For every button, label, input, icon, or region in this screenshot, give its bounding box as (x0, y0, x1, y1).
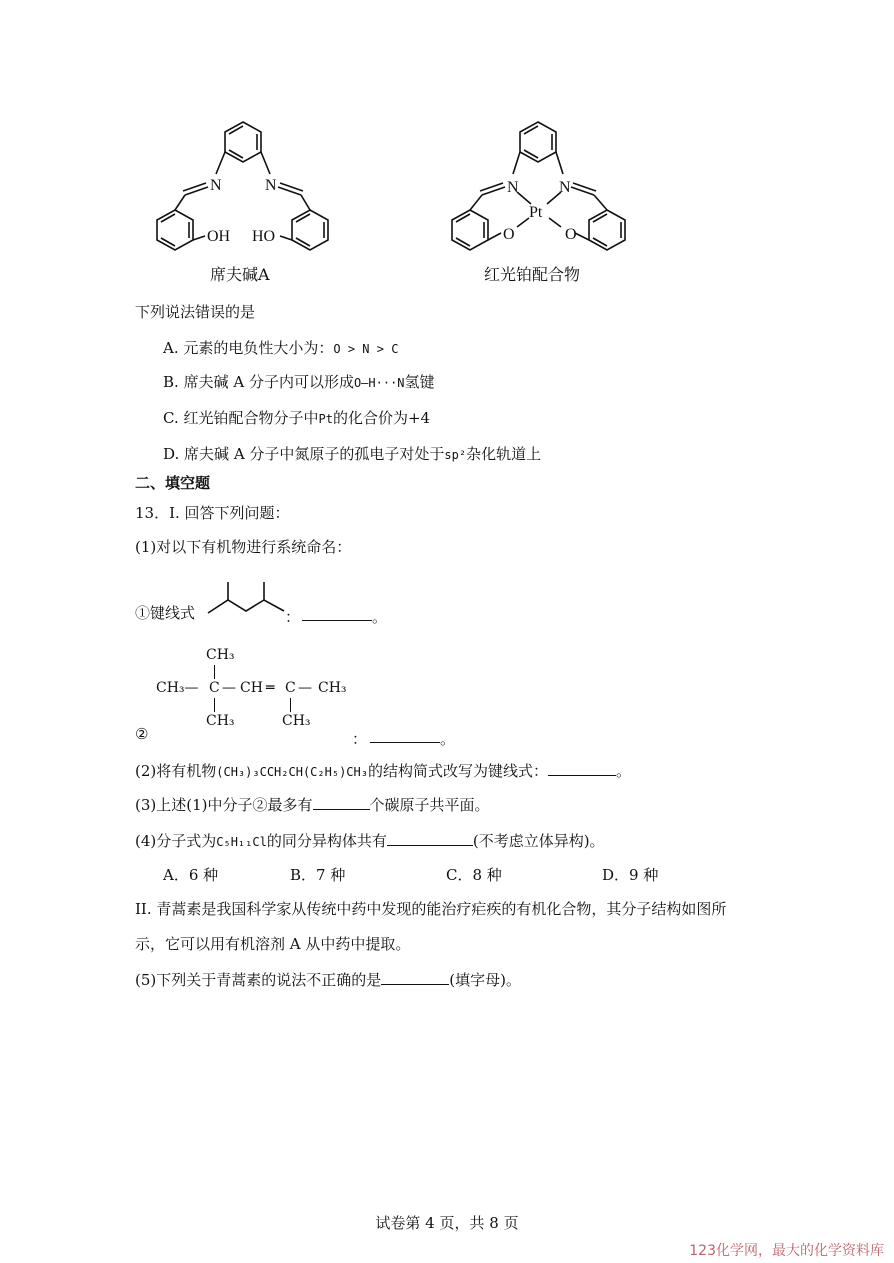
carbon-1: C (209, 680, 220, 696)
double-bond: ═ (266, 680, 275, 696)
option-b (163, 372, 435, 393)
hydroxyl-label-1: OH (207, 228, 231, 245)
watermark: 123化学网，最大的化学资料库 (689, 1243, 884, 1259)
hydroxyl-label-2: HO (252, 228, 276, 245)
part-4-text-c: (不考虑立体异构)。 (472, 832, 605, 850)
part-4-text-b: 的同分异构体共有 (266, 832, 387, 850)
option-formula: O > N > C (333, 342, 399, 356)
section-heading: 二、填空题 (135, 474, 211, 492)
part-5-text-b: (填字母)。 (449, 971, 521, 989)
option-tail: 氢键 (404, 373, 435, 391)
part-3 (135, 795, 490, 815)
methyl-top: CH₃ (206, 647, 235, 663)
part-2-text: (2)将有机物 (135, 762, 217, 780)
pt-complex-caption: 红光铂配合物 (484, 265, 581, 284)
option-text: 席夫碱 A 分子内可以形成 (183, 373, 354, 391)
methyl-left: CH₃— (156, 680, 199, 696)
part-5 (135, 970, 521, 990)
oxygen-label-1: O (503, 226, 515, 243)
part-2-paragraph-line-1: II. 青蒿素是我国科学家从传统中药中发现的能治疗疟疾的有机化合物，其分子结构如图所 (135, 900, 727, 918)
answer-blank-6[interactable] (381, 970, 449, 985)
nitrogen-label-2: N (265, 177, 277, 194)
part-2 (135, 761, 631, 782)
item-2-colon: ： (352, 730, 368, 748)
item-2-end: 。 (440, 730, 456, 748)
part-4-text: (4)分子式为 (135, 832, 217, 850)
part-4-option-a: A．6 种 (163, 866, 219, 884)
bond-vertical-bottom-1 (214, 698, 215, 712)
nitrogen-label-1: N (507, 179, 519, 196)
nitrogen-label-2: N (559, 179, 571, 196)
answer-blank-2[interactable] (370, 728, 440, 743)
part-3-text: (3)上述(1)中分子②最多有 (135, 796, 313, 814)
option-letter: A. (163, 339, 179, 357)
part-2-paragraph-line-2: 示，它可以用有机溶剂 A 从中药中提取。 (135, 935, 411, 953)
part-4-formula: C₅H₁₁Cl (216, 835, 267, 849)
option-formula: sp² (444, 448, 467, 462)
skeletal-formula-1 (206, 578, 291, 618)
bond-2: — (298, 680, 312, 696)
platinum-label: Pt (529, 204, 543, 221)
answer-blank-4[interactable] (313, 795, 370, 810)
option-letter: B. (163, 373, 179, 391)
condensed-formula-2 (156, 645, 356, 735)
part-3-text-b: 个碳原子共平面。 (369, 796, 490, 814)
bond-vertical-top (214, 665, 215, 679)
option-tail: 杂化轨道上 (466, 445, 542, 463)
bond-1: — (222, 680, 236, 696)
pt-complex-structure (425, 112, 655, 262)
answer-blank-1[interactable] (302, 606, 372, 621)
item-1-colon: ： (285, 608, 301, 626)
methine: CH (240, 680, 263, 696)
option-d (163, 444, 541, 465)
schiff-base-structure (130, 112, 360, 262)
option-a (163, 338, 398, 359)
item-2-label: ② (135, 725, 149, 743)
option-c (163, 408, 430, 429)
option-text: 席夫碱 A 分子中氮原子的孤电子对处于 (184, 445, 445, 463)
part-4 (135, 831, 605, 852)
oxygen-label-2: O (565, 226, 577, 243)
part-2-end: 。 (615, 762, 631, 780)
nitrogen-label-1: N (210, 177, 222, 194)
option-text: 元素的电负性大小为： (183, 339, 334, 357)
item-1-end: 。 (372, 608, 388, 626)
question-stem: 下列说法错误的是 (135, 303, 256, 321)
page-footer: 试卷第 4 页，共 8 页 (375, 1214, 519, 1232)
methyl-bottom-2: CH₃ (282, 713, 311, 729)
item-1-label: ①键线式 (135, 604, 196, 622)
answer-blank-3[interactable] (548, 761, 616, 776)
part-5-text: (5)下列关于青蒿素的说法不正确的是 (135, 971, 382, 989)
option-letter: D. (163, 445, 180, 463)
question-13-intro: 13．I. 回答下列问题： (135, 504, 290, 522)
part-1-prompt: (1)对以下有机物进行系统命名： (135, 538, 352, 556)
part-4-option-d: D．9 种 (602, 866, 659, 884)
part-2-formula: (CH₃)₃CCH₂CH(C₂H₅)CH₃ (216, 765, 368, 779)
part-4-option-b: B．7 种 (290, 866, 346, 884)
methyl-right: CH₃ (318, 680, 347, 696)
option-tail: 的化合价为+4 (332, 409, 431, 427)
part-2-text-b: 的结构简式改写为键线式： (367, 762, 548, 780)
answer-blank-5[interactable] (387, 831, 473, 846)
option-letter: C. (163, 409, 179, 427)
option-text: 红光铂配合物分子中 (183, 409, 319, 427)
option-formula: O—H···N (353, 376, 405, 390)
carbon-2: C (285, 680, 296, 696)
methyl-bottom-1: CH₃ (206, 713, 235, 729)
option-formula: Pt (318, 412, 333, 426)
bond-vertical-bottom-2 (290, 698, 291, 712)
schiff-base-caption: 席夫碱A (210, 265, 270, 284)
part-4-option-c: C．8 种 (446, 866, 502, 884)
